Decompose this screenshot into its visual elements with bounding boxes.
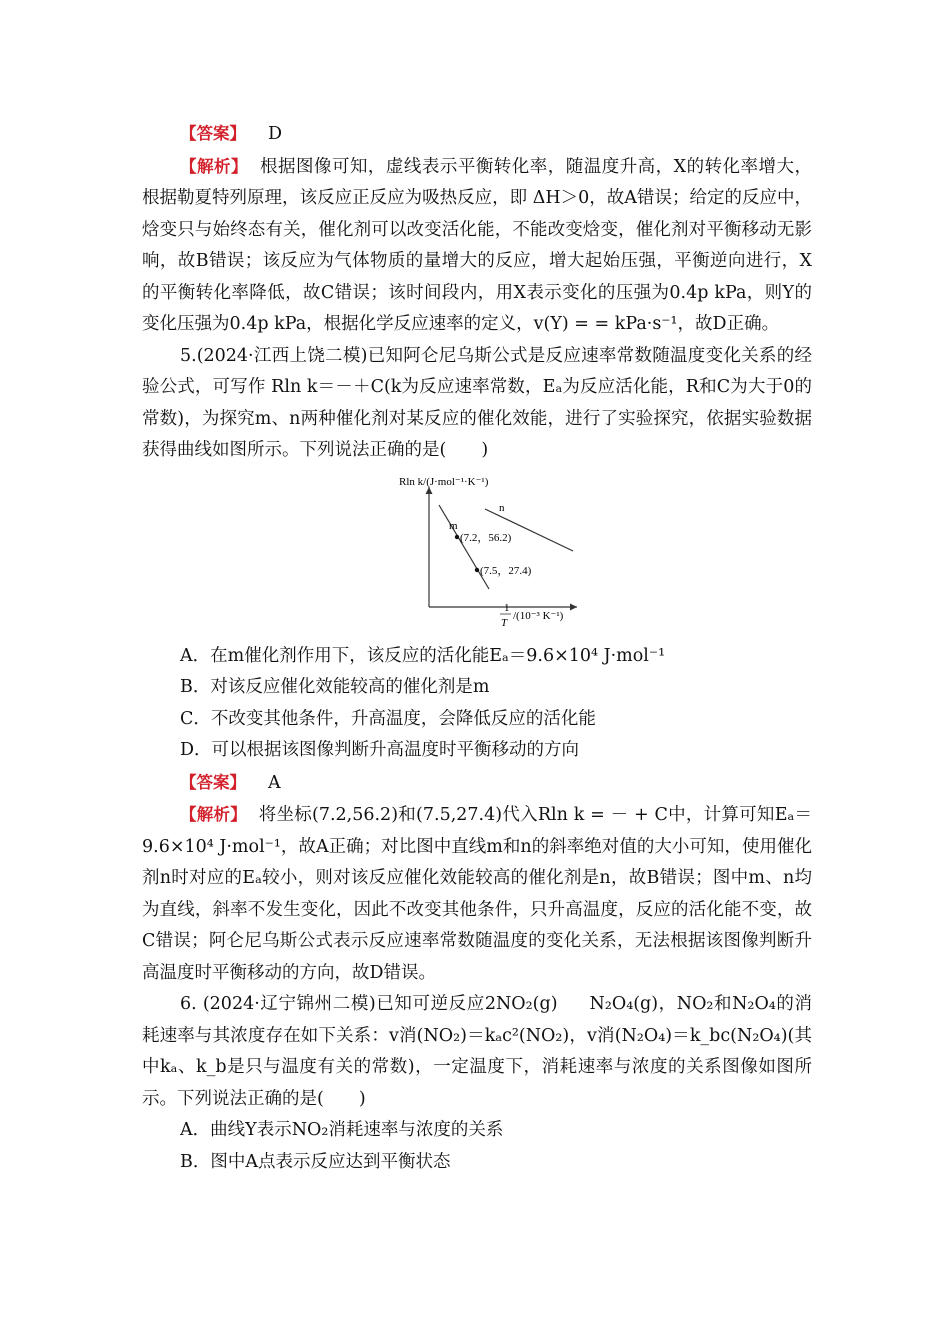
q4-answer-tag: 【答案】	[180, 124, 246, 143]
q6-stem	[142, 989, 812, 1115]
q4-analysis-text-b: v(Y) = = kPa·s⁻¹，故D正确。	[533, 314, 780, 334]
q5-figure	[142, 473, 812, 633]
q4-analysis-tag: 【解析】	[180, 156, 248, 176]
arrhenius-plot	[387, 473, 587, 633]
point-2	[475, 567, 479, 571]
q6-stem-b: N₂O₄(g)，NO₂和N₂O₄的消耗速率与其浓度存在如下关系：v消(NO₂)＝kₐc²(NO₂)，v消(N₂O₄)＝k_bc(N₂O₄)(其中kₐ、k_b是只与温度有关的常数)，一定温度下，消耗速率与浓度的关系图像如图所示。下列说法正确的是( )	[142, 994, 812, 1109]
line-n-label: n	[499, 501, 505, 514]
x-label-numerator: 1	[504, 601, 510, 614]
q5-stem-b: Eₐ为反应活化能，R和C为大于0的常数)，为探究m、n两种催化剂对某反应的催化效能，进行了实验探究，依据实验数据获得曲线如图所示。下列说法正确的是( )	[142, 377, 812, 460]
q6-option-b: B．图中A点表示反应达到平衡状态	[180, 1151, 451, 1172]
y-axis-label: Rln k/(J·mol⁻¹·K⁻¹)	[399, 475, 489, 488]
q5-answer-value: A	[268, 772, 281, 793]
q5-option-d: D．可以根据该图像判断升高温度时平衡移动的方向	[180, 740, 580, 760]
q5-stem-a: 5.(2024·江西上饶二模)已知阿仑尼乌斯公式是反应速率常数随温度变化关系的经验公式，可写作 Rln k＝－＋C(k为反应速率常数，	[142, 345, 812, 397]
q5-option-b: B．对该反应催化效能较高的催化剂是m	[180, 677, 490, 697]
q5-analysis-text: 将坐标(7.2,56.2)和(7.5,27.4)代入Rln k = － + C中，计算可知Eₐ＝9.6×10⁴ J·mol⁻¹，故A正确；对比图中直线m和n的斜率绝对值的大小可知，使用催化剂n时对应的Eₐ较小，则对该反应催化效能较高的催化剂是n，故B错误；图中m、n均为直线，斜率不发生变化，因此不改变其他条件，只升高温度，反应的活化能不变，故C错误；阿仑尼乌斯公式表示反应速率常数随温度的变化关系，无法根据该图像判断升高温度时平衡移动的方向，故D错误。	[142, 805, 812, 983]
q5-analysis-tag: 【解析】	[180, 805, 248, 824]
point-1-label: (7.2，56.2)	[460, 531, 512, 544]
q5-analysis	[142, 799, 812, 989]
document-page	[142, 118, 812, 1178]
line-n	[485, 509, 573, 551]
q4-answer-line	[142, 118, 812, 151]
point-1	[455, 534, 459, 538]
q5-answer-line	[142, 767, 812, 800]
q5-option-a: A．在m催化剂作用下，该反应的活化能Eₐ＝9.6×10⁴ J·mol⁻¹	[180, 645, 666, 666]
line-m-label: m	[449, 519, 458, 532]
q4-analysis	[142, 151, 812, 341]
q4-answer-value: D	[268, 124, 283, 144]
x-label-denominator: T	[501, 616, 508, 629]
q6-stem-a: 6. (2024·辽宁锦州二模)已知可逆反应2NO₂(g)	[180, 994, 558, 1014]
q5-answer-tag: 【答案】	[180, 772, 246, 792]
q5-stem	[142, 341, 812, 467]
q5-option-c: C．不改变其他条件，升高温度，会降低反应的活化能	[180, 708, 596, 729]
point-2-label: (7.5，27.4)	[480, 564, 532, 577]
q6-option-a: A．曲线Y表示NO₂消耗速率与浓度的关系	[180, 1120, 504, 1140]
q4-analysis-text-a: 根据图像可知，虚线表示平衡转化率，随温度升高，X的转化率增大，根据勒夏特列原理，该反应正反应为吸热反应，即 ΔH＞0，故A错误；给定的反应中，焓变只与始终态有关，催化剂可以改变活化能，不能改变焓变，催化剂对平衡移动无影响，故B错误；该反应为气体物质的量增大的反应，增大起始压强，平衡逆向进行，X的平衡转化率降低，故C错误；该时间段内，用X表示变化的压强为0.4p kPa，则Y的变化压强为0.4p kPa，根据化学反应速率的定义，	[142, 156, 812, 334]
x-label-unit: /(10⁻³ K⁻¹)	[513, 609, 564, 622]
